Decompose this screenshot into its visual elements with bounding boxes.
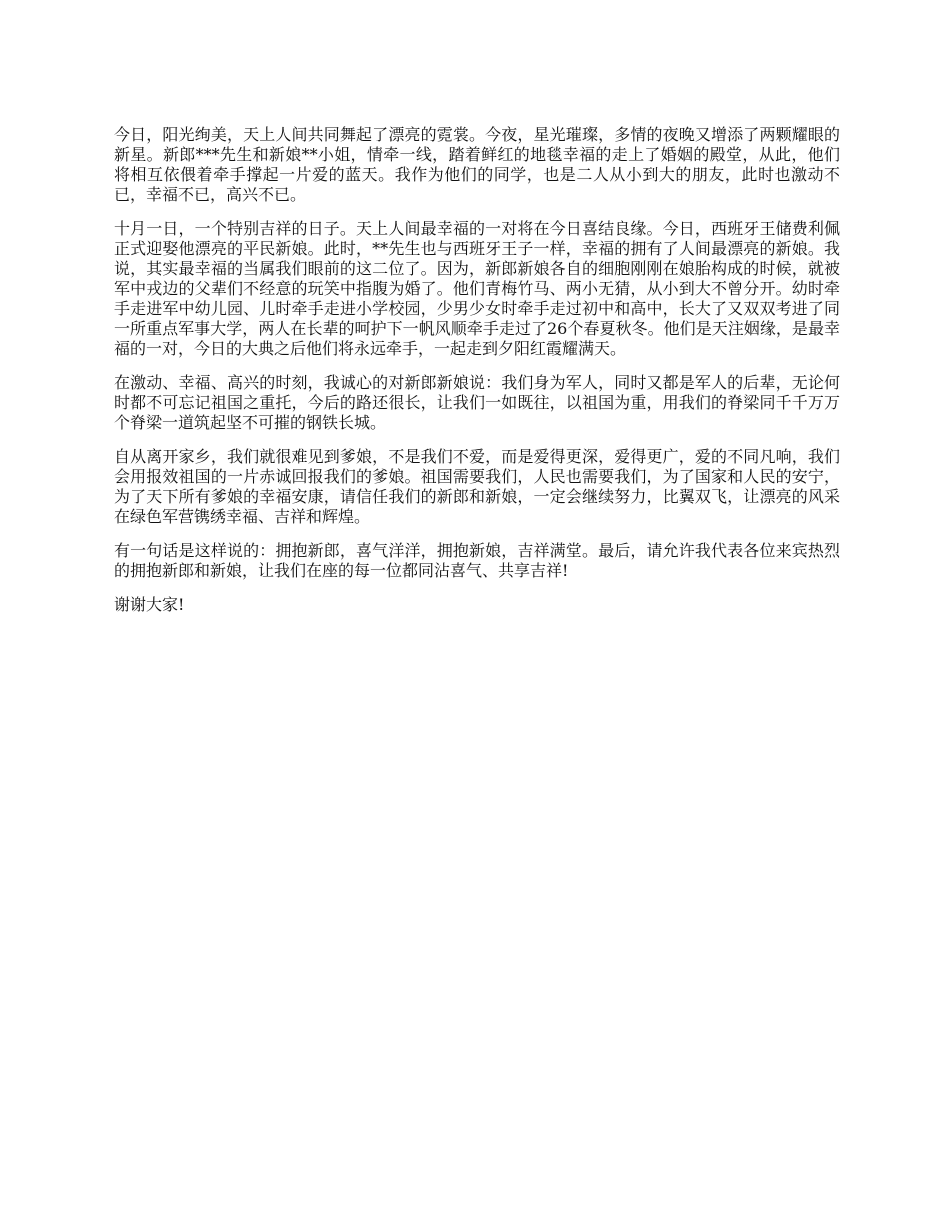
paragraph-3: 在激动、幸福、高兴的时刻，我诚心的对新郎新娘说：我们身为军人，同时又都是军人的后辈，无论何时都不可忘记祖国之重托，今后的路还很长，让我们一如既往，以祖国为重，用我们的脊梁同千千万万个脊梁一道筑起坚不可摧的钢铁长城。 <box>114 373 840 432</box>
paragraph-5: 有一句话是这样说的：拥抱新郎，喜气洋洋，拥抱新娘，吉祥满堂。最后，请允许我代表各位来宾热烈的拥抱新郎和新娘，让我们在座的每一位都同沾喜气、共享吉祥! <box>114 541 840 580</box>
paragraph-1: 今日，阳光绚美，天上人间共同舞起了漂亮的霓裳。今夜，星光璀璨，多情的夜晚又增添了两颗耀眼的新星。新郎***先生和新娘**小姐，情牵一线，踏着鲜红的地毯幸福的走上了婚姻的殿堂，从此，他们将相互依偎着牵手撑起一片爱的蓝天。我作为他们的同学，也是二人从小到大的朋友，此时也激动不已，幸福不已，高兴不已。 <box>114 125 840 204</box>
paragraph-2: 十月一日，一个特别吉祥的日子。天上人间最幸福的一对将在今日喜结良缘。今日，西班牙王储费利佩正式迎娶他漂亮的平民新娘。此时，**先生也与西班牙王子一样，幸福的拥有了人间最漂亮的新娘。我说，其实最幸福的当属我们眼前的这二位了。因为，新郎新娘各自的细胞刚刚在娘胎构成的时候，就被军中戎边的父辈们不经意的玩笑中指腹为婚了。他们青梅竹马、两小无猜，从小到大不曾分开。幼时牵手走进军中幼儿园、儿时牵手走进小学校园，少男少女时牵手走过初中和高中，长大了又双双考进了同一所重点军事大学，两人在长辈的呵护下一帆风顺牵手走过了26个春夏秋冬。他们是天注姻缘，是最幸福的一对，今日的大典之后他们将永远牵手，一起走到夕阳红霞耀满天。 <box>114 219 840 358</box>
closing-line: 谢谢大家! <box>114 595 185 614</box>
document-body <box>114 125 840 629</box>
paragraph-4: 自从离开家乡，我们就很难见到爹娘，不是我们不爱，而是爱得更深，爱得更广，爱的不同凡响，我们会用报效祖国的一片赤诚回报我们的爹娘。祖国需要我们，人民也需要我们，为了国家和人民的安宁，为了天下所有爹娘的幸福安康，请信任我们的新郎和新娘，一定会继续努力，比翼双飞，让漂亮的风采在绿色军营镌绣幸福、吉祥和辉煌。 <box>114 447 840 526</box>
